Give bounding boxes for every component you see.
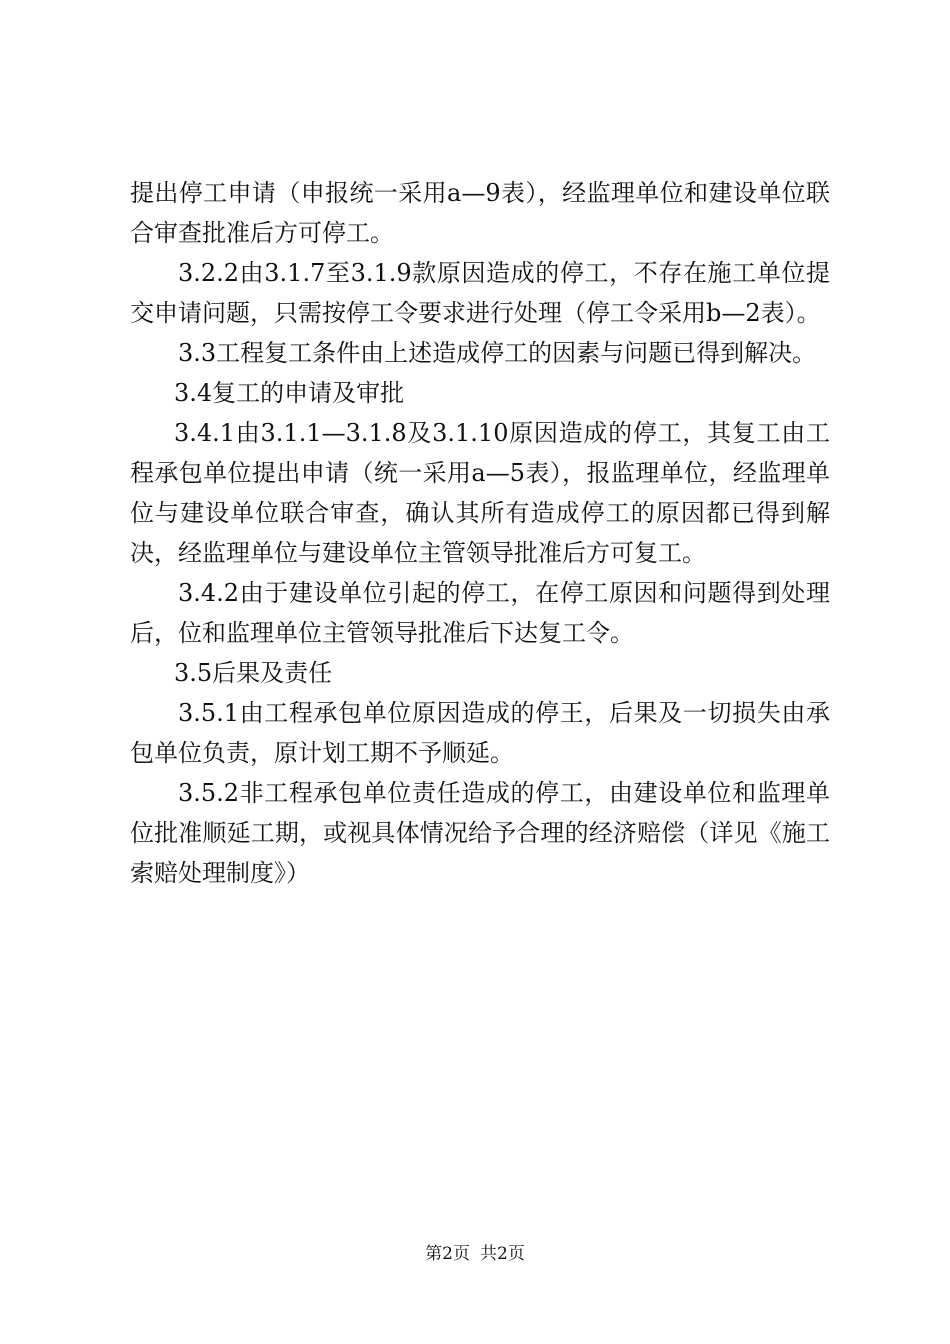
paragraph-3-2-2: 3.2.2由3.1.7至3.1.9款原因造成的停工，不存在施工单位提交申请问题，只需按停工令要求进行处理（停工令采用b—2表）。: [130, 259, 830, 327]
paragraph-3-5-2: 3.5.2非工程承包单位责任造成的停工，由建设单位和监理单位批准顺延工期，或视具体情况给予合理的经济赔偿（详见《施工索赔处理制度》）: [130, 779, 830, 887]
page-footer: [0, 1242, 950, 1266]
paragraph-3-3: 3.3工程复工条件由上述造成停工的因素与问题已得到解决。: [178, 339, 817, 367]
paragraph-3-4-2: 3.4.2由于建设单位引起的停工，在停工原因和问题得到处理后，位和监理单位主管领导批准后下达复工令。: [130, 579, 830, 647]
page-number: 第2页: [425, 1244, 470, 1264]
page-total: 共2页: [480, 1244, 525, 1264]
paragraph-3-4-1: 3.4.1由3.1.1—3.1.8及3.1.10原因造成的停工，其复工由工程承包单位提出申请（统一采用a—5表），报监理单位，经监理单位与建设单位联合审查，确认其所有造成停工的原因都已得到解决，经监理单位与建设单位主管领导批准后方可复工。: [130, 419, 830, 567]
paragraph-3-5-1: 3.5.1由工程承包单位原因造成的停王，后果及一切损失由承包单位负责，原计划工期不予顺延。: [130, 699, 830, 767]
heading-3-5: 3.5后果及责任: [174, 659, 333, 687]
paragraph-continuation: 提出停工申请（申报统一采用a—9表），经监理单位和建设单位联合审查批准后方可停工。: [130, 179, 830, 247]
document-body: [130, 173, 830, 893]
heading-3-4: 3.4复工的申请及审批: [174, 379, 405, 407]
